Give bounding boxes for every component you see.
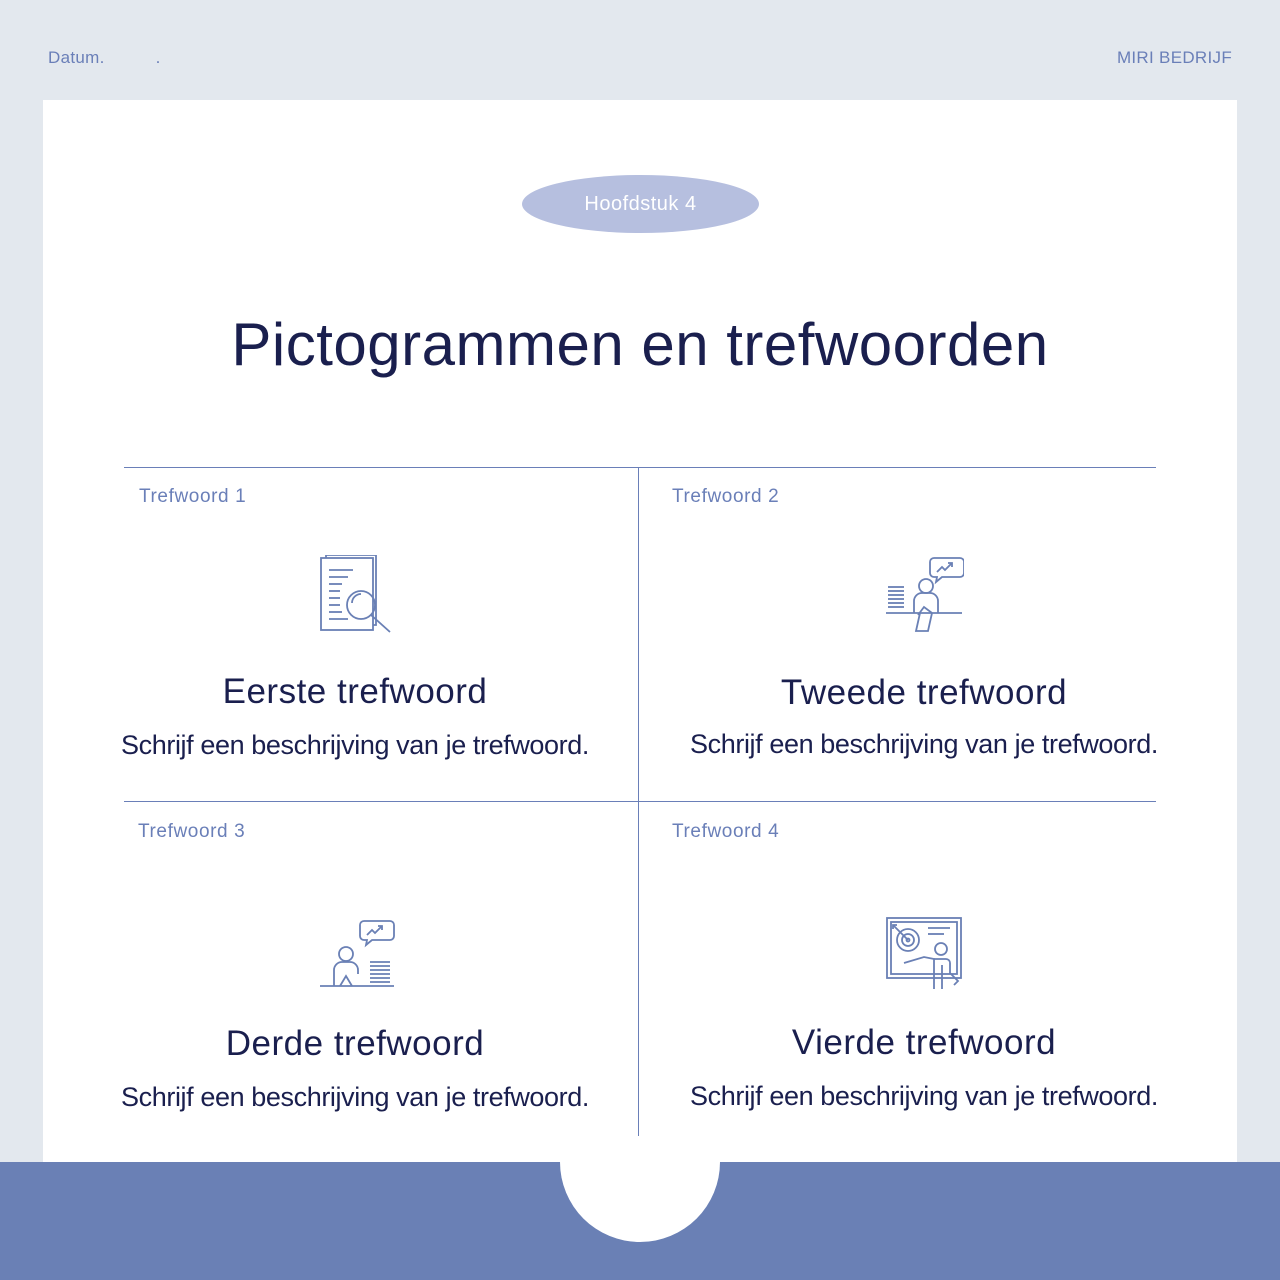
cell-3-title: Derde trefwoord	[225, 1024, 485, 1063]
header-date	[48, 48, 161, 68]
cell-1-description: Schrijf een beschrijving van je trefwoord.	[121, 730, 589, 760]
cell-4-description: Schrijf een beschrijving van je trefwoord.	[690, 1081, 1158, 1111]
chapter-pill: Hoofdstuk 4	[522, 175, 759, 233]
content-card	[43, 100, 1237, 1162]
date-label: Datum.	[48, 48, 105, 67]
cell-1-label: Trefwoord 1	[139, 486, 247, 507]
document-search-icon	[318, 555, 394, 640]
date-dot: .	[155, 48, 161, 67]
company-name: MIRI BEDRIJF	[1116, 48, 1232, 67]
cell-2-description: Schrijf een beschrijving van je trefwoord.	[690, 729, 1158, 759]
cell-2-title: Tweede trefwoord	[780, 673, 1068, 712]
grid-divider-middle	[124, 801, 1156, 802]
person-desk-chart-icon	[884, 555, 964, 640]
cell-4-title: Vierde trefwoord	[791, 1023, 1057, 1062]
cell-3-label: Trefwoord 3	[138, 821, 246, 842]
grid-divider-top	[124, 467, 1156, 468]
grid-divider-vertical	[638, 467, 639, 1136]
cell-3-description: Schrijf een beschrijving van je trefwoord.	[121, 1082, 589, 1112]
cell-4-label: Trefwoord 4	[672, 821, 780, 842]
page-title: Pictogrammen en trefwoorden	[231, 311, 1049, 378]
cell-2-label: Trefwoord 2	[672, 486, 780, 507]
person-desk-chart-icon	[318, 918, 398, 995]
cell-1-title: Eerste trefwoord	[222, 672, 488, 711]
presentation-target-icon	[884, 915, 964, 996]
